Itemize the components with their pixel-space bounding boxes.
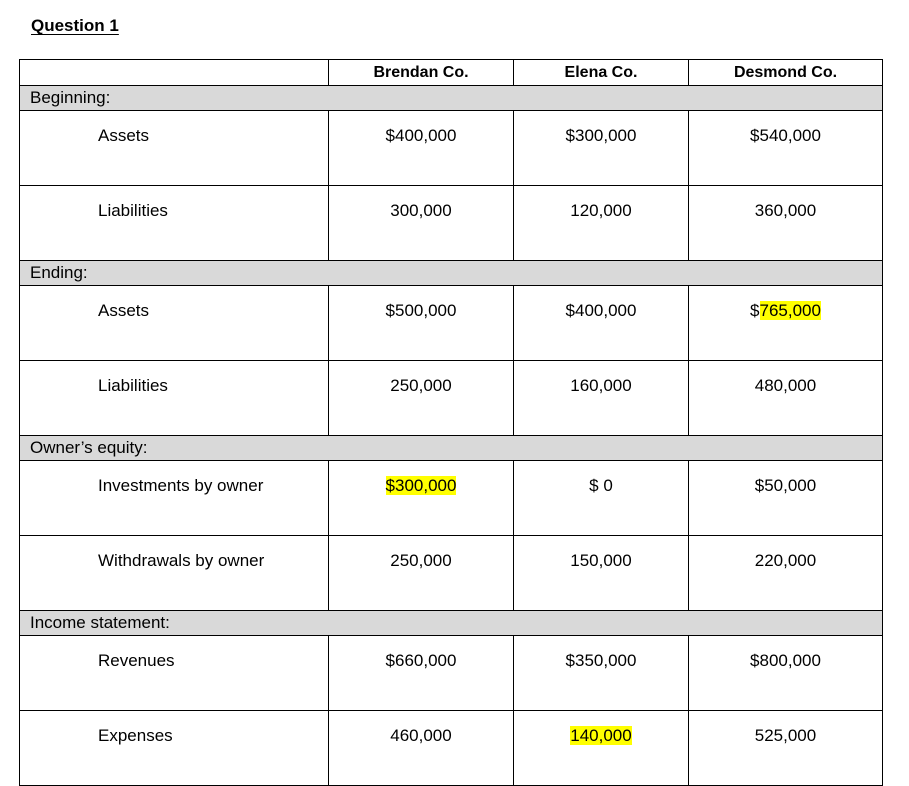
desmond-value [689, 286, 883, 361]
table-row [20, 636, 883, 711]
desmond-value: $540,000 [689, 111, 883, 186]
table-row [20, 286, 883, 361]
section-row-income-statement [20, 611, 883, 636]
header-blank [20, 60, 329, 86]
brendan-value [329, 461, 514, 536]
table-row [20, 536, 883, 611]
table-row [20, 361, 883, 436]
desmond-value: $800,000 [689, 636, 883, 711]
elena-value [514, 711, 689, 786]
section-label: Ending: [20, 261, 883, 286]
section-row-beginning [20, 86, 883, 111]
brendan-value: $400,000 [329, 111, 514, 186]
row-label: Liabilities [20, 361, 329, 436]
elena-value: $350,000 [514, 636, 689, 711]
brendan-value: 300,000 [329, 186, 514, 261]
table-row [20, 711, 883, 786]
row-label: Investments by owner [20, 461, 329, 536]
highlighted-value: 140,000 [570, 726, 632, 745]
header-desmond: Desmond Co. [689, 60, 883, 86]
desmond-value: 480,000 [689, 361, 883, 436]
brendan-value: 250,000 [329, 361, 514, 436]
section-label: Owner’s equity: [20, 436, 883, 461]
header-elena: Elena Co. [514, 60, 689, 86]
elena-value: 160,000 [514, 361, 689, 436]
brendan-value: 460,000 [329, 711, 514, 786]
row-label: Assets [20, 111, 329, 186]
row-label: Assets [20, 286, 329, 361]
section-label: Beginning: [20, 86, 883, 111]
row-label: Withdrawals by owner [20, 536, 329, 611]
brendan-value: 250,000 [329, 536, 514, 611]
section-row-ending [20, 261, 883, 286]
desmond-value: $50,000 [689, 461, 883, 536]
elena-value: $ 0 [514, 461, 689, 536]
highlighted-value: $300,000 [385, 476, 457, 495]
dollar-sign: $ [750, 301, 760, 320]
table-row [20, 111, 883, 186]
financial-table [19, 59, 883, 786]
elena-value: 150,000 [514, 536, 689, 611]
desmond-value: 360,000 [689, 186, 883, 261]
table-row [20, 461, 883, 536]
highlighted-value: 765,000 [759, 301, 821, 320]
elena-value: $400,000 [514, 286, 689, 361]
brendan-value: $500,000 [329, 286, 514, 361]
section-row-owners-equity [20, 436, 883, 461]
header-row [20, 60, 883, 86]
table-row [20, 186, 883, 261]
header-brendan: Brendan Co. [329, 60, 514, 86]
brendan-value: $660,000 [329, 636, 514, 711]
section-label: Income statement: [20, 611, 883, 636]
desmond-value: 220,000 [689, 536, 883, 611]
row-label: Liabilities [20, 186, 329, 261]
row-label: Revenues [20, 636, 329, 711]
desmond-value: 525,000 [689, 711, 883, 786]
row-label: Expenses [20, 711, 329, 786]
question-title: Question 1 [31, 16, 119, 35]
elena-value: $300,000 [514, 111, 689, 186]
elena-value: 120,000 [514, 186, 689, 261]
